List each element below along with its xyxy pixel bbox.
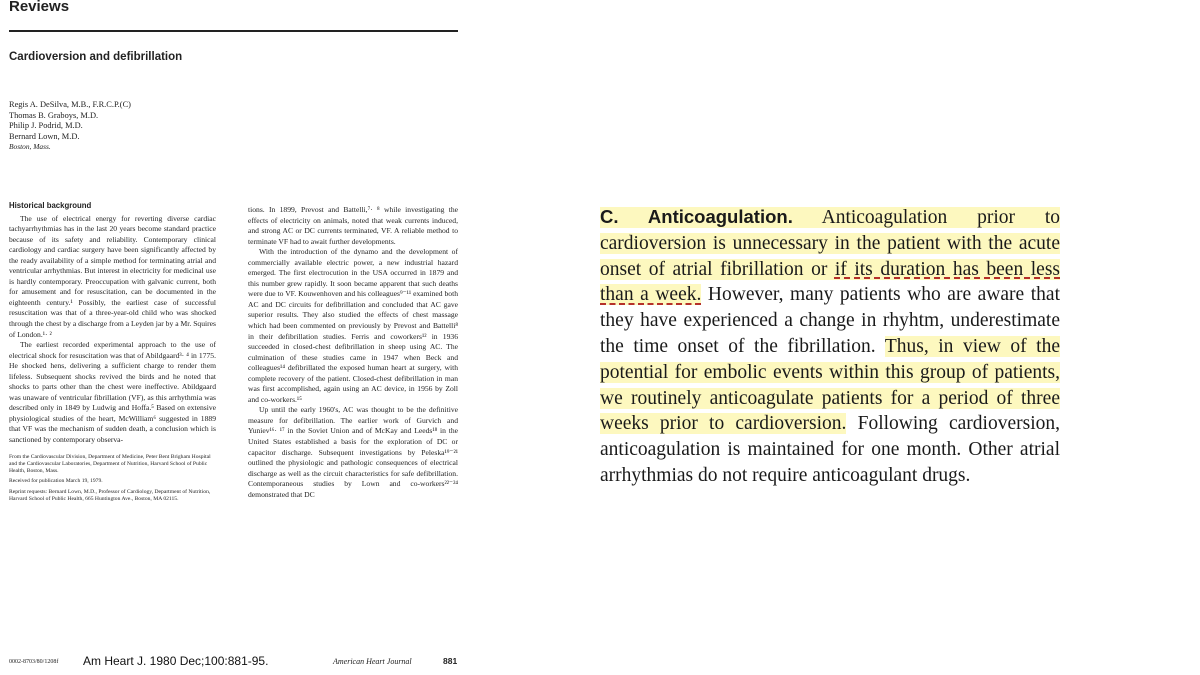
text-column-2 — [248, 205, 458, 500]
author: Philip J. Podrid, M.D. — [9, 121, 83, 131]
author-affiliation: Boston, Mass. — [9, 142, 51, 152]
footnote: Received for publication March 19, 1979. — [9, 478, 103, 485]
excerpt-sentence: Following cardioversion, anticoagulation is maintained for one month. Other atrial arrhythmias do not require anticoagulant drugs. — [600, 413, 1060, 486]
author: Regis A. DeSilva, M.B., F.R.C.P.(C) — [9, 100, 131, 109]
footnote-block — [9, 454, 216, 504]
excerpt-heading: C. Anticoagulation. — [600, 206, 793, 227]
excerpt-sentence: However, many patients who are aware that they have experienced a change in rhyhtm, underestimate the time onset of the fibrillation. — [600, 284, 1060, 357]
section-heading: Historical background — [9, 201, 92, 210]
paragraph: Up until the early 1960's, AC was thought to be the definitive measure for defibrillation. The earlier work of Gurvich and Yuniev¹⁶· ¹⁷ in the Soviet Union and of McKay and Leeds¹⁸ in the United States established a basis for the exploration of DC or capacitor discharge. Subsequent investigations by Peleska¹⁹⁻²¹ outlined the physiologic and pathologic consequences of electrical discharge as well as the circuit characteristics for safe defibrillation. Contemporaneous studies by Lown and co-workers²²⁻²⁴ demonstrated that DC — [248, 405, 458, 499]
article-title: Cardioversion and defibrillation — [9, 51, 183, 63]
page-number: 881 — [443, 656, 458, 666]
paragraph: The use of electrical energy for reverting diverse cardiac tachyarrhythmias has in the last 20 years become standard practice because of its safety and reliability. Contemporary clinical cardiology and cardiac surgery have been significantly affected by the ready availability of a simple method for terminating atrial and ventricular arrhythmias. But interest in electricity for medicinal use is hardly contemporary. Preoccupation with galvanic current, both for amusement and for resuscitation, can be documented in the eighteenth century.¹ Possibly, the earliest case of successful resuscitation was that of a three-year-old child who was shocked through the chest by a discharge from a Leyden jar by a Mr. Squires of London.¹· ² — [9, 213, 216, 339]
excerpt-paragraph — [600, 204, 1060, 489]
underlined-text: if its duration has been less than a week. — [600, 258, 1061, 306]
author-list — [9, 100, 131, 153]
paragraph: The earliest recorded experimental approach to the use of electrical shock for resuscitation was that of Abildgaard³· ⁴ in 1775. He shocked hens, delivering a sufficient charge to render them lifeless. Subsequent shocks revived the birds and he noted that shocks to parts other than the chest were ineffective. Abildgaard was unaware of ventricular fibrillation (VF), as this arrhythmia was described only in 1849 by Ludwig and Hoffa.⁵ Based on extensive physiological studies of the heart, McWilliam⁶ suggested in 1889 that VF was the mechanism of sudden death, a conclusion which is sanctioned by contemporary observa- — [9, 340, 216, 445]
footnote: From the Cardiovascular Division, Department of Medicine, Peter Bent Brigham Hospital and the Cardiovascular Laboratories, Department of Nutrition, Harvard School of Public Health, Boston, Mass. — [9, 453, 211, 475]
paragraph: tions. In 1899, Prevost and Battelli,⁷· ⁸ while investigating the effects of electricity on animals, noted that weak currents induced, and strong AC or DC currents terminated, VF. A reliable method to terminate VF had to await further developments. — [248, 205, 458, 246]
header-rule — [9, 30, 458, 32]
journal-name: American Heart Journal — [333, 657, 412, 666]
text-column-1 — [9, 201, 216, 506]
author: Bernard Lown, M.D. — [9, 131, 80, 141]
journal-page — [0, 0, 470, 675]
author: Thomas B. Graboys, M.D. — [9, 110, 99, 120]
paragraph: With the introduction of the dynamo and the development of commercially available electric power, a new industrial hazard emerged. The first electrocution in the USA occurred in 1879 and this number grew rapidly. It soon became apparent that such deaths were due to VF. Kouwenhoven and his colleagues⁹⁻¹¹ examined both AC and DC circuits for defibrillation and concluded that AC gave superior results. They also studied the effects of chest massage which had been commented on previously by Prevost and Battelli⁸ in their defibrillation studies. Ferris and coworkers¹² in 1936 succeeded in closed-chest defibrillation in sheep using AC. The culmination of these studies came in 1947 when Beck and colleagues¹⁴ defibrillated the exposed human heart at surgery, with complete recovery of the patient. Closed-chest defibrillation in man was first accomplished, again using an AC device, in 1956 by Zoll and co-workers.¹⁵ — [248, 247, 458, 404]
footer-code: 0002-8703/80/1208f — [9, 659, 59, 665]
excerpt-sentence: Anticoagulation prior to cardioversion is unnecessary in the patient with the acute onset of atrial fibrillation or — [600, 207, 1060, 280]
highlighted-text: Thus, in view of the potential for embolic events within this group of patients, we routinely anticoagulate patients for a period of three weeks prior to cardioversion. — [600, 335, 1060, 435]
citation: Am Heart J. 1980 Dec;100:881-95. — [83, 654, 269, 668]
footnote: Reprint requests: Bernard Lown, M.D., Professor of Cardiology, Department of Nutrition, Harvard School of Public Health, 665 Huntington Ave., Boston, MA 02115. — [9, 488, 211, 503]
section-label: Reviews — [9, 0, 70, 15]
